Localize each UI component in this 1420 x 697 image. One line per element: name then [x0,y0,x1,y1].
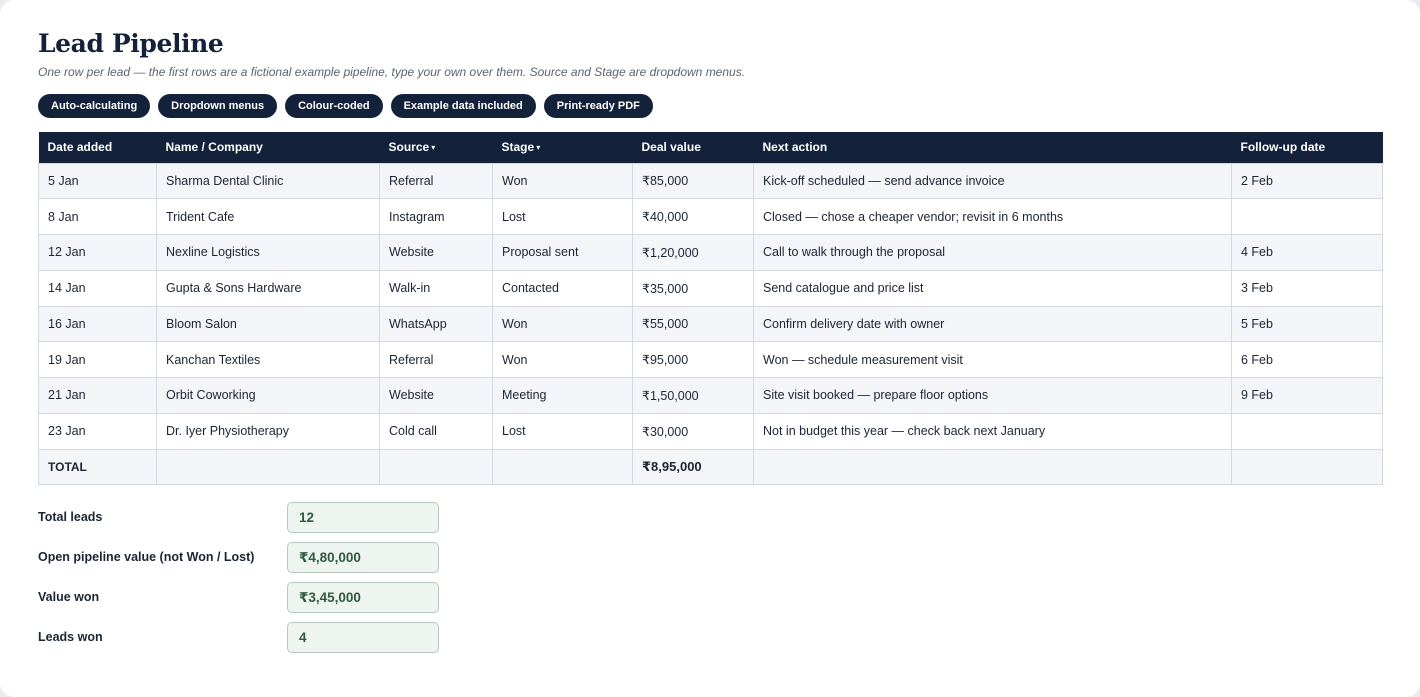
cell-deal-value[interactable]: ₹55,000 [633,306,754,342]
cell-name-company[interactable]: Dr. Iyer Physiotherapy [157,413,380,449]
col-date-added: Date added [39,132,157,163]
total-label: TOTAL [39,449,157,485]
table-row [39,199,1383,235]
cell-source[interactable]: Cold call [380,413,493,449]
summary-label: Leads won [38,630,103,644]
col-name-company: Name / Company [157,132,380,163]
total-empty-cell [380,449,493,485]
cell-follow-up-date[interactable]: 4 Feb [1232,235,1383,271]
cell-name-company[interactable]: Kanchan Textiles [157,342,380,378]
total-deal-value: ₹8,95,000 [633,449,754,485]
cell-deal-value[interactable]: ₹30,000 [633,413,754,449]
cell-source[interactable]: Website [380,235,493,271]
badge-example-data: Example data included [391,94,536,118]
cell-follow-up-date[interactable]: 3 Feb [1232,270,1383,306]
page-subtitle: One row per lead — the first rows are a fictional example pipeline, type your own over them. Source and Stage are dropdown menus. [38,65,746,79]
cell-source[interactable]: Referral [380,342,493,378]
cell-follow-up-date[interactable]: 5 Feb [1232,306,1383,342]
total-row [39,449,1383,485]
summary-label: Value won [38,590,100,604]
cell-next-action[interactable]: Send catalogue and price list [754,270,1232,306]
badge-auto-calculating: Auto-calculating [38,94,150,118]
cell-next-action[interactable]: Confirm delivery date with owner [754,306,1232,342]
dropdown-arrow-icon: ▾ [536,143,541,153]
cell-date-added[interactable]: 12 Jan [39,235,157,271]
cell-name-company[interactable]: Sharma Dental Clinic [157,163,380,199]
col-follow-up-date: Follow-up date [1232,132,1383,163]
cell-source[interactable]: Instagram [380,199,493,235]
page-title: Lead Pipeline [38,29,224,58]
cell-date-added[interactable]: 21 Jan [39,378,157,414]
cell-date-added[interactable]: 16 Jan [39,306,157,342]
cell-stage[interactable]: Proposal sent [493,235,633,271]
total-empty-cell [157,449,380,485]
summary-value: 4 [287,622,439,653]
table-row [39,413,1383,449]
cell-stage[interactable]: Won [493,306,633,342]
cell-name-company[interactable]: Nexline Logistics [157,235,380,271]
cell-follow-up-date[interactable]: 6 Feb [1232,342,1383,378]
cell-date-added[interactable]: 5 Jan [39,163,157,199]
total-empty-cell [493,449,633,485]
summary-label: Total leads [38,510,103,524]
cell-deal-value[interactable]: ₹95,000 [633,342,754,378]
col-deal-value: Deal value [633,132,754,163]
dropdown-arrow-icon: ▾ [431,143,436,153]
cell-date-added[interactable]: 14 Jan [39,270,157,306]
col-next-action: Next action [754,132,1232,163]
table-header-row [39,132,1383,163]
cell-stage[interactable]: Lost [493,199,633,235]
cell-stage[interactable]: Won [493,163,633,199]
col-source[interactable]: Source ▾ [380,132,493,163]
cell-follow-up-date[interactable] [1232,413,1383,449]
table-row [39,235,1383,271]
cell-follow-up-date[interactable] [1232,199,1383,235]
cell-next-action[interactable]: Not in budget this year — check back next January [754,413,1232,449]
table-row [39,342,1383,378]
cell-name-company[interactable]: Bloom Salon [157,306,380,342]
badge-dropdown-menus: Dropdown menus [158,94,277,118]
cell-source[interactable]: Referral [380,163,493,199]
cell-deal-value[interactable]: ₹85,000 [633,163,754,199]
cell-name-company[interactable]: Gupta & Sons Hardware [157,270,380,306]
cell-source[interactable]: Walk-in [380,270,493,306]
cell-next-action[interactable]: Closed — chose a cheaper vendor; revisit in 6 months [754,199,1232,235]
cell-stage[interactable]: Contacted [493,270,633,306]
cell-deal-value[interactable]: ₹35,000 [633,270,754,306]
table-row [39,306,1383,342]
table-row [39,270,1383,306]
cell-next-action[interactable]: Site visit booked — prepare floor options [754,378,1232,414]
cell-next-action[interactable]: Won — schedule measurement visit [754,342,1232,378]
cell-name-company[interactable]: Trident Cafe [157,199,380,235]
cell-stage[interactable]: Meeting [493,378,633,414]
cell-name-company[interactable]: Orbit Coworking [157,378,380,414]
cell-date-added[interactable]: 23 Jan [39,413,157,449]
badge-print-ready: Print-ready PDF [544,94,653,118]
cell-date-added[interactable]: 19 Jan [39,342,157,378]
badge-colour-coded: Colour-coded [285,94,383,118]
cell-follow-up-date[interactable]: 2 Feb [1232,163,1383,199]
cell-next-action[interactable]: Kick-off scheduled — send advance invoice [754,163,1232,199]
feature-badges [38,94,653,118]
col-stage[interactable]: Stage ▾ [493,132,633,163]
cell-follow-up-date[interactable]: 9 Feb [1232,378,1383,414]
lead-table [38,132,1383,485]
cell-stage[interactable]: Lost [493,413,633,449]
cell-deal-value[interactable]: ₹1,50,000 [633,378,754,414]
total-empty-cell [1232,449,1383,485]
cell-source[interactable]: WhatsApp [380,306,493,342]
cell-date-added[interactable]: 8 Jan [39,199,157,235]
total-empty-cell [754,449,1232,485]
table-row [39,163,1383,199]
table-row [39,378,1383,414]
cell-source[interactable]: Website [380,378,493,414]
summary-value: ₹4,80,000 [287,542,439,573]
cell-deal-value[interactable]: ₹1,20,000 [633,235,754,271]
cell-deal-value[interactable]: ₹40,000 [633,199,754,235]
summary-value: ₹3,45,000 [287,582,439,613]
summary-value: 12 [287,502,439,533]
cell-next-action[interactable]: Call to walk through the proposal [754,235,1232,271]
cell-stage[interactable]: Won [493,342,633,378]
summary-label: Open pipeline value (not Won / Lost) [38,550,255,564]
